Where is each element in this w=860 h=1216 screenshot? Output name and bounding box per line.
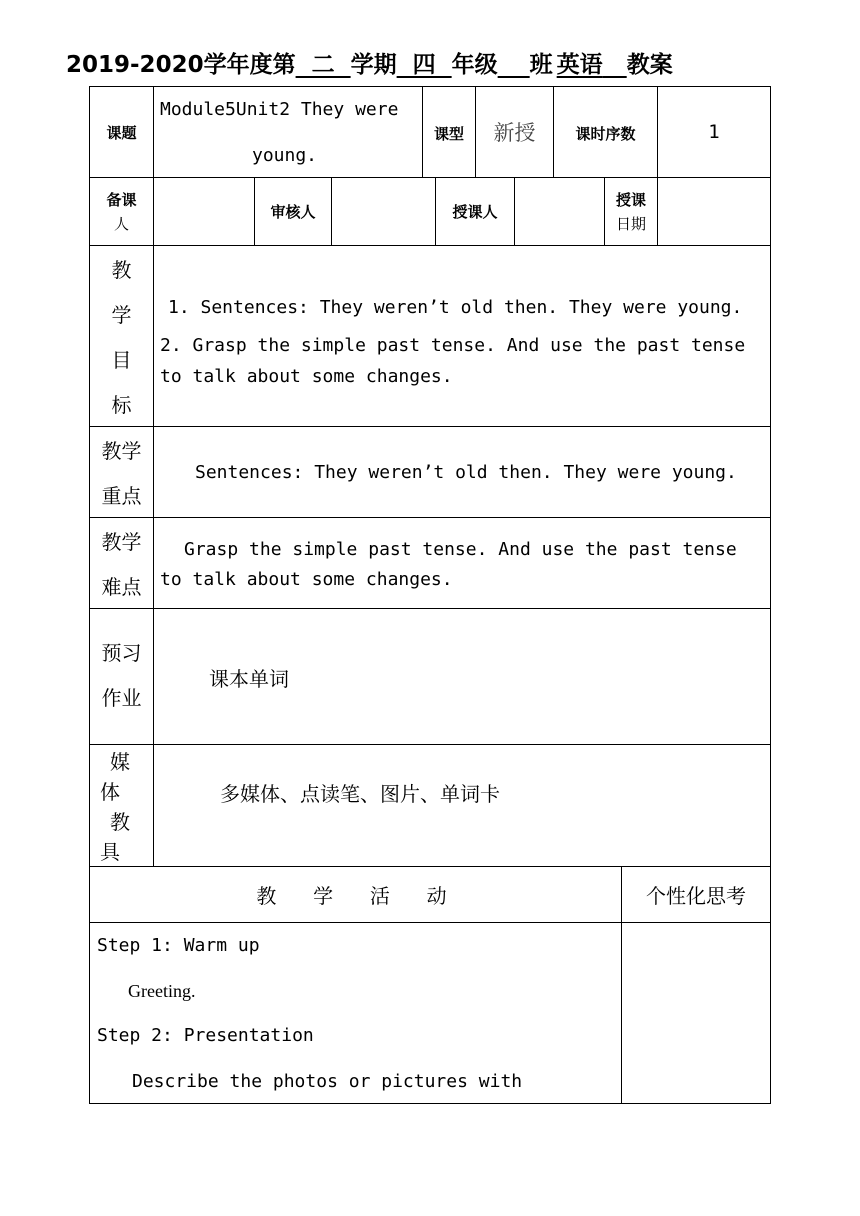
hours-value: 1 (708, 121, 720, 143)
topic-label-cell (89, 86, 154, 178)
date-label-line2: 日期 (615, 214, 646, 233)
goals-line-1: 1. Sentences: They weren’t old then. They were young. (168, 297, 743, 318)
reviewer-label-cell (254, 177, 332, 246)
title-grade-blank: 四 (396, 52, 452, 78)
type-label: 课型 (433, 125, 464, 143)
type-value: 新授 (493, 121, 536, 145)
title-semester: 学期 (350, 52, 397, 78)
date-label-line1: 授课 (615, 190, 646, 209)
media-label-cell (89, 744, 154, 867)
key-points-text: Sentences: They weren’t old then. They were young. (195, 462, 737, 483)
media-label-char-4: 具 (100, 840, 120, 864)
difficulties-label-line1: 教学 (101, 530, 142, 554)
topic-label: 课题 (106, 123, 137, 142)
preview-text: 课本单词 (209, 667, 289, 691)
media-label-char-1: 媒 (110, 750, 130, 774)
media-content-cell (153, 744, 771, 867)
goals-label-cell (89, 245, 154, 427)
preparer-label-line2: 人 (113, 214, 129, 233)
type-label-cell (422, 86, 476, 178)
teacher-label: 授课人 (452, 203, 498, 221)
difficulties-content-cell (153, 517, 771, 609)
media-text: 多媒体、点读笔、图片、单词卡 (220, 782, 500, 806)
difficulties-label-cell (89, 517, 154, 609)
preview-label-line1: 预习 (101, 641, 142, 665)
media-label-char-3: 教 (110, 810, 130, 834)
reflection-header: 个性化思考 (646, 884, 746, 908)
reflection-content-cell (621, 922, 771, 1104)
greeting-text: Greeting. (128, 981, 196, 1001)
date-label-cell (604, 177, 658, 246)
preparer-label-cell (89, 177, 154, 246)
difficulties-line-1: Grasp the simple past tense. And use the past tense (184, 539, 737, 560)
preview-label-cell (89, 608, 154, 745)
hours-value-cell (657, 86, 771, 178)
title-class-blank (498, 48, 530, 82)
type-value-cell (475, 86, 554, 178)
title-lesson-plan: 教案 (626, 52, 673, 78)
title-subject: 英语 (556, 52, 603, 78)
goals-label-char-1: 教 (111, 258, 132, 282)
teacher-label-cell (435, 177, 515, 246)
title-grade: 年级 (451, 52, 498, 78)
key-points-label-line2: 重点 (101, 484, 142, 508)
step-1-heading: Step 1: Warm up (97, 935, 260, 956)
topic-value-cell (153, 86, 423, 178)
preparer-label-line1: 备课 (106, 190, 137, 209)
title-term-blank: 二 (295, 52, 351, 78)
reviewer-value-cell (331, 177, 436, 246)
difficulties-label-line2: 难点 (101, 575, 142, 599)
hours-label-cell (553, 86, 658, 178)
title-year-term: 2019-2020学年度第 (66, 52, 296, 78)
describe-text: Describe the photos or pictures with (132, 1071, 523, 1092)
activities-header: 教 学 活 动 (256, 884, 455, 908)
hours-label: 课时序数 (575, 125, 636, 143)
activities-content-cell (89, 922, 622, 1104)
difficulties-line-2: to talk about some changes. (160, 569, 453, 590)
date-value-cell (657, 177, 771, 246)
teacher-value-cell (514, 177, 605, 246)
preview-content-cell (153, 608, 771, 745)
key-points-label-line1: 教学 (101, 439, 142, 463)
document-title (66, 48, 796, 82)
title-subject-blank (603, 48, 627, 82)
goals-line-2: 2. Grasp the simple past tense. And use the past tense (160, 335, 746, 356)
title-class: 班 (529, 52, 553, 78)
activities-header-cell (89, 866, 622, 923)
preview-label-line2: 作业 (101, 686, 142, 710)
step-2-heading: Step 2: Presentation (97, 1025, 314, 1046)
goals-label-char-4: 标 (111, 393, 132, 417)
reviewer-label: 审核人 (270, 203, 316, 221)
topic-value-line2: young. (252, 145, 318, 166)
media-label-char-2: 体 (100, 780, 120, 804)
topic-value-line1: Module5Unit2 They were (160, 99, 399, 120)
goals-label-char-3: 目 (111, 348, 132, 372)
goals-label-char-2: 学 (111, 303, 132, 327)
goals-content-cell (153, 245, 771, 427)
key-points-label-cell (89, 426, 154, 518)
goals-line-3: to talk about some changes. (160, 366, 453, 387)
key-points-content-cell (153, 426, 771, 518)
reflection-header-cell (621, 866, 771, 923)
preparer-value-cell (153, 177, 255, 246)
